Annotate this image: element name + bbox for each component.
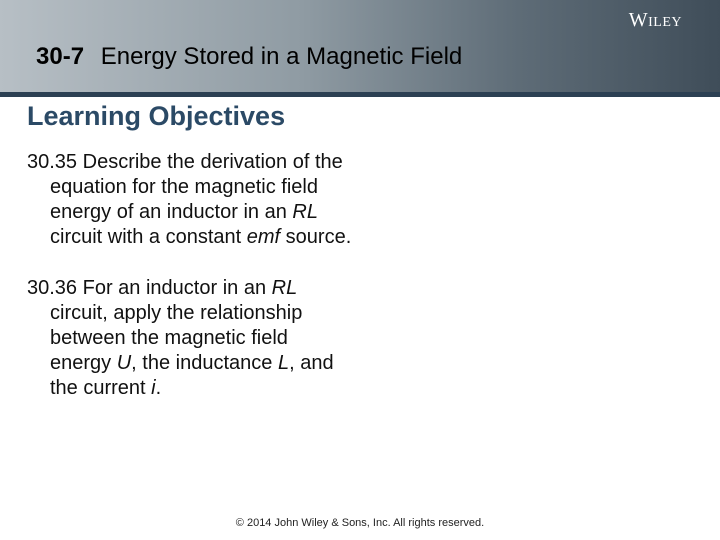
- objective-line: [27, 225, 407, 250]
- objective-line: between the magnetic field: [50, 327, 288, 349]
- objective-text: energy of an inductor in an: [50, 201, 287, 223]
- current-symbol: i: [151, 377, 156, 399]
- page-title: [36, 43, 462, 71]
- objective-text: Describe the derivation of the: [82, 151, 343, 173]
- section-number: 30-7: [36, 43, 85, 70]
- section-title: Energy Stored in a Magnetic Field: [100, 43, 463, 70]
- objective-line: [27, 150, 407, 175]
- objective-text: .: [155, 377, 162, 399]
- learning-objective-30-36: [27, 276, 407, 401]
- objective-text: , and: [289, 352, 334, 374]
- objective-text: the current: [50, 377, 146, 399]
- rl-symbol: RL: [271, 277, 298, 299]
- slide-header: [0, 0, 720, 92]
- objective-line: circuit, apply the relationship: [50, 302, 303, 324]
- objective-line: [27, 376, 407, 401]
- objective-number: 30.36: [27, 277, 78, 299]
- wiley-logo: Wiley: [628, 9, 682, 31]
- header-divider: [0, 92, 720, 97]
- emf-symbol: emf: [246, 226, 281, 248]
- objective-number: 30.35: [27, 151, 78, 173]
- copyright-footer: © 2014 John Wiley & Sons, Inc. All rights reserved.: [235, 517, 485, 529]
- objective-text: energy: [50, 352, 112, 374]
- rl-symbol: RL: [292, 201, 318, 223]
- objective-line: [27, 276, 407, 301]
- energy-symbol: U: [116, 352, 132, 374]
- objective-text: source.: [285, 226, 352, 248]
- objective-text: , the inductance: [131, 352, 273, 374]
- objective-line: [27, 351, 407, 376]
- learning-objective-30-35: [27, 150, 407, 250]
- inductance-symbol: L: [277, 352, 290, 374]
- objective-line: equation for the magnetic field: [50, 176, 318, 198]
- objective-text: circuit with a constant: [50, 226, 242, 248]
- learning-objectives-heading: Learning Objectives: [27, 101, 286, 131]
- objective-line: [27, 200, 407, 225]
- objective-text: For an inductor in an: [82, 277, 267, 299]
